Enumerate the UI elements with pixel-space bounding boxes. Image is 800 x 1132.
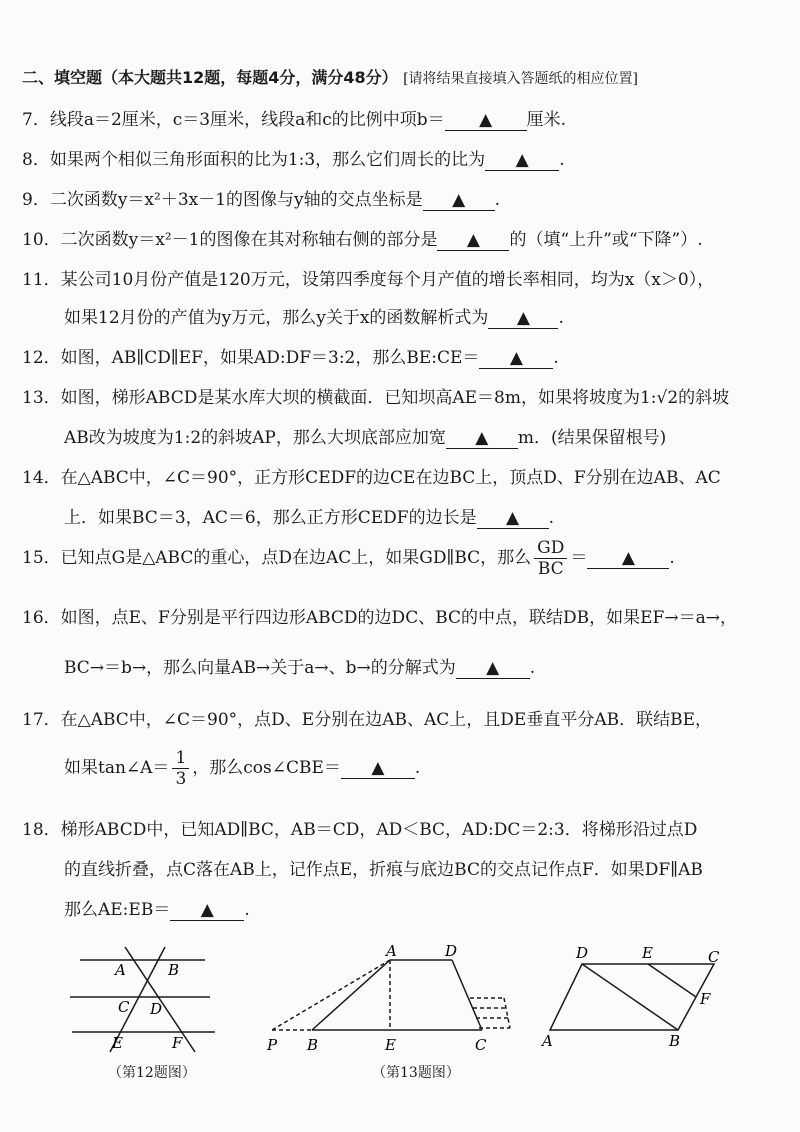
figure-16 [536, 940, 736, 1052]
fig13-label-d: D [445, 942, 458, 960]
q12-blank[interactable]: ▲ [479, 348, 553, 369]
question-8 [22, 148, 565, 172]
question-18-line2: 的直线折叠，点C落在AB上，记作点E，折痕与底边BC的交点记作点F．如果DF∥AB [64, 860, 703, 880]
q16-tail: . [529, 658, 536, 678]
fig16-label-b: B [669, 1032, 681, 1050]
q9-tail: . [494, 190, 501, 210]
q13-tail: m．(结果保留根号) [517, 428, 667, 448]
q18-text: 那么AE:EB＝ [64, 900, 171, 920]
question-7 [22, 108, 566, 132]
q15-equals: ＝ [570, 548, 588, 568]
fig12-label-d: D [150, 1000, 163, 1018]
fig12-label-b: B [168, 961, 180, 979]
question-12 [22, 346, 559, 370]
fig12-caption: （第12题图） [108, 1065, 196, 1081]
question-10 [22, 228, 703, 252]
question-13-line1: 13．如图，梯形ABCD是某水库大坝的横截面．已知坝高AE＝8m，如果将坡度为1:√2的斜坡 [22, 388, 730, 408]
q15-numerator: GD [534, 538, 567, 559]
q14-blank[interactable]: ▲ [477, 508, 549, 529]
fig13-label-b: B [307, 1036, 319, 1054]
fig13-label-e: E [385, 1036, 396, 1054]
fig13-caption: （第13题图） [372, 1065, 460, 1081]
q16-blank[interactable]: ▲ [456, 658, 530, 679]
q11-tail: . [558, 308, 564, 328]
q12-text: 12．如图，AB∥CD∥EF，如果AD:DF＝3:2，那么BE:CE＝ [22, 348, 480, 368]
question-18-line3 [64, 898, 250, 922]
q17-denominator: 3 [175, 769, 187, 789]
q10-blank[interactable]: ▲ [437, 230, 509, 251]
section-header [22, 66, 638, 91]
q11-text: 如果12月份的产值为y万元，那么y关于x的函数解析式为 [64, 308, 489, 328]
fig13-label-a: A [386, 942, 397, 960]
q9-text: 9．二次函数y＝x²＋3x－1的图像与y轴的交点坐标是 [22, 190, 423, 210]
question-9 [22, 188, 500, 212]
q10-text: 10．二次函数y＝x²－1的图像在其对称轴右侧的部分是 [22, 230, 438, 250]
fig12-label-e: E [112, 1034, 123, 1052]
question-14-line1: 14．在△ABC中，∠C＝90°，正方形CEDF的边CE在边BC上，顶点D、F分别在边AB、AC [22, 468, 721, 488]
fig12-label-c: C [118, 998, 130, 1016]
question-16-line2 [64, 656, 535, 680]
fig16-label-a: A [542, 1032, 553, 1050]
question-11-line1: 11．某公司10月份产值是120万元，设第四季度每个月产值的增长率相同，均为x（x＞0）， [22, 270, 715, 290]
question-17-line1: 17．在△ABC中，∠C＝90°，点D、E分别在边AB、AC上，且DE垂直平分AB．联结BE， [22, 710, 712, 730]
q7-tail: 厘米. [526, 110, 567, 130]
question-11-line2 [64, 306, 564, 330]
q11-blank[interactable]: ▲ [488, 308, 558, 329]
q15-tail: . [669, 548, 675, 568]
fig16-label-e: E [642, 944, 653, 962]
fig16-label-f: F [700, 990, 711, 1008]
fig16-label-d: D [576, 944, 589, 962]
question-15 [22, 536, 675, 580]
question-13-line2 [64, 426, 666, 450]
q16-text: BC→＝b→，那么向量AB→关于a→、b→的分解式为 [64, 658, 456, 678]
q17-text-2: ，那么cos∠CBE＝ [192, 758, 341, 778]
q17-fraction [172, 748, 189, 789]
q13-text: AB改为坡度为1:2的斜坡AP，那么大坝底部应加宽 [64, 428, 446, 448]
section-title: 二、填空题（本大题共12题，每题4分，满分48分） [22, 68, 398, 87]
fig13-label-p: P [267, 1036, 278, 1054]
figure-12 [60, 942, 230, 1062]
question-17-line2 [64, 746, 420, 790]
q17-blank[interactable]: ▲ [341, 758, 415, 779]
q17-numerator: 1 [172, 748, 189, 769]
q8-text: 8．如果两个相似三角形面积的比为1:3，那么它们周长的比为 [22, 150, 486, 170]
question-14-line2 [64, 506, 554, 530]
question-18-line1: 18．梯形ABCD中，已知AD∥BC，AB＝CD，AD＜BC，AD:DC＝2:3．将梯形沿过点D [22, 820, 698, 840]
section-note: [请将结果直接填入答题纸的相应位置] [403, 71, 639, 87]
fig12-label-f: F [172, 1034, 183, 1052]
q14-text: 上．如果BC＝3，AC＝6，那么正方形CEDF的边长是 [64, 508, 477, 528]
q17-tail: . [414, 758, 421, 778]
q15-text: 15．已知点G是△ABC的重心，点D在边AC上，如果GD∥BC，那么 [22, 548, 532, 568]
question-16-line1: 16．如图，点E、F分别是平行四边形ABCD的边DC、BC的中点，联结DB，如果EF→＝a→， [22, 608, 737, 628]
fig16-label-c: C [708, 948, 720, 966]
q10-tail: 的（填“上升”或“下降”）. [509, 230, 703, 250]
q18-tail: . [244, 900, 250, 920]
q8-blank[interactable]: ▲ [485, 150, 559, 171]
q12-tail: . [553, 348, 559, 368]
q7-blank[interactable]: ▲ [445, 110, 527, 131]
fig13-label-c: C [475, 1036, 487, 1054]
q8-tail: . [559, 150, 565, 170]
q13-blank[interactable]: ▲ [446, 428, 518, 449]
q15-fraction [534, 538, 567, 579]
q15-denominator: BC [537, 559, 564, 579]
q17-text: 如果tan∠A＝ [64, 758, 170, 778]
fig12-label-a: A [115, 961, 126, 979]
figure-13 [262, 938, 522, 1058]
q7-text: 7．线段a＝2厘米，c＝3厘米，线段a和c的比例中项b＝ [22, 110, 445, 130]
q9-blank[interactable]: ▲ [423, 190, 495, 211]
q15-blank[interactable]: ▲ [587, 548, 669, 569]
q14-tail: . [548, 508, 554, 528]
q18-blank[interactable]: ▲ [170, 900, 244, 921]
